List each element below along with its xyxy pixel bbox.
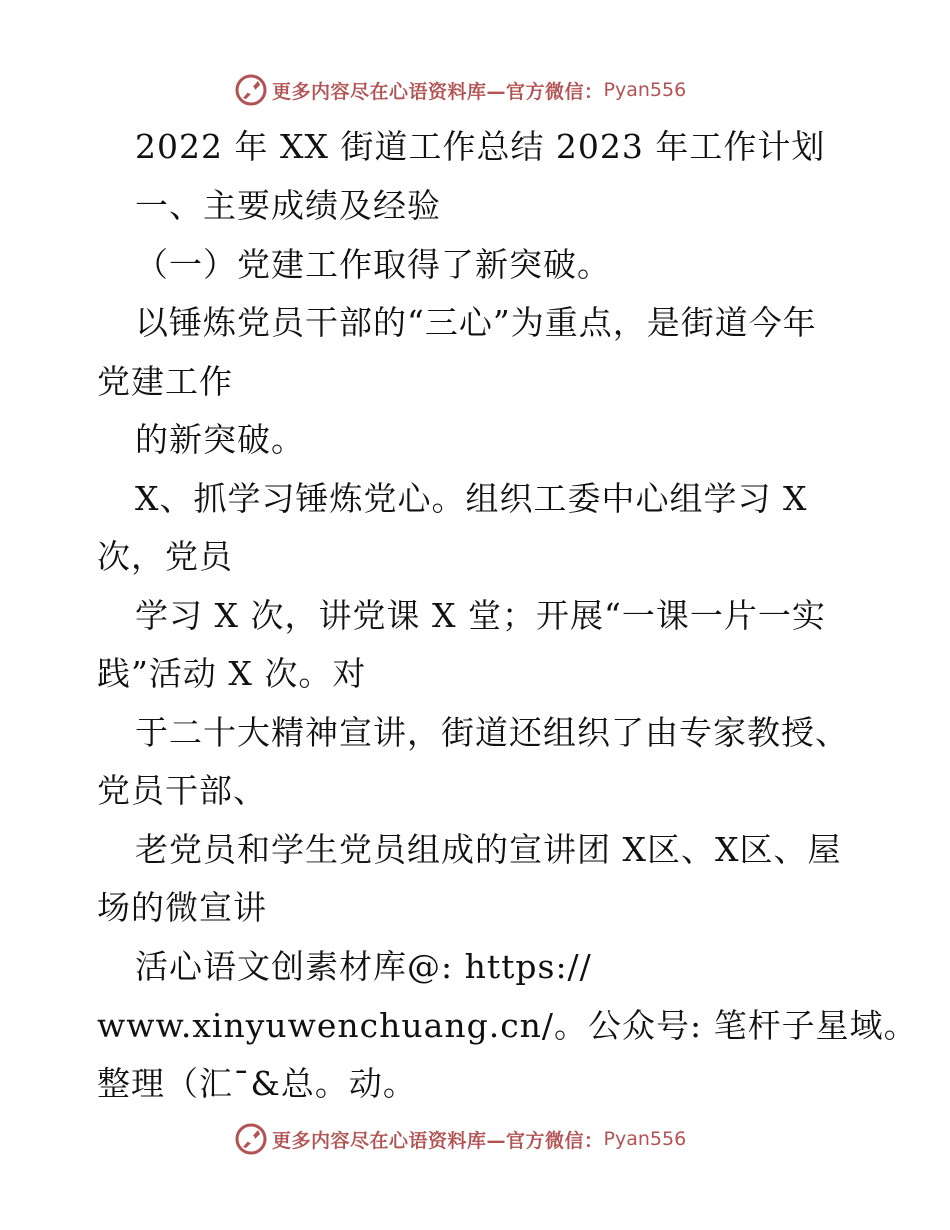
paragraph-line: 党建工作 — [97, 362, 233, 401]
section-heading: 一、主要成绩及经验 — [135, 186, 441, 225]
banner-text: 更多内容尽在心语资料库—官方微信： — [272, 1129, 604, 1152]
paragraph-line: 活心语文创素材库@: https:// — [135, 947, 592, 986]
paragraph-line: 整理（汇¯&总。动。 — [97, 1064, 417, 1103]
paragraph-line: 学习 X 次，讲党课 X 堂；开展“一课一片一实 — [135, 596, 826, 635]
banner-text: 更多内容尽在心语资料库—官方微信： — [272, 80, 604, 103]
paragraph-line: 于二十大精神宣讲，街道还组织了由专家教授、 — [135, 713, 849, 752]
paragraph-line: www.xinyuwenchuang.cn/。公众号: 笔杆子星域。 — [97, 1006, 918, 1045]
feather-circle-logo-icon — [234, 1122, 268, 1156]
paragraph-line: 党员干部、 — [97, 771, 267, 810]
banner-wechat-id: Pyan556 — [603, 79, 687, 101]
banner-wechat-id: Pyan556 — [603, 1128, 687, 1150]
header-banner — [234, 73, 686, 107]
document-title: 2022 年 XX 街道工作总结 2023 年工作计划 — [135, 127, 826, 166]
paragraph-line: 场的微宣讲 — [97, 888, 267, 927]
paragraph-line: X、抓学习锤炼党心。组织工委中心组学习 X — [135, 479, 808, 518]
footer-banner — [234, 1122, 686, 1156]
paragraph-line: 的新突破。 — [135, 420, 305, 459]
paragraph-line: 老党员和学生党员组成的宣讲团 X区、X区、屋 — [135, 830, 842, 869]
feather-circle-logo-icon — [234, 73, 268, 107]
subsection-heading: （一）党建工作取得了新突破。 — [135, 245, 611, 284]
paragraph-line: 践”活动 X 次。对 — [97, 654, 367, 693]
paragraph-line: 次，党员 — [97, 537, 233, 576]
paragraph-line: 以锤炼党员干部的“三心”为重点，是街道今年 — [135, 303, 817, 342]
